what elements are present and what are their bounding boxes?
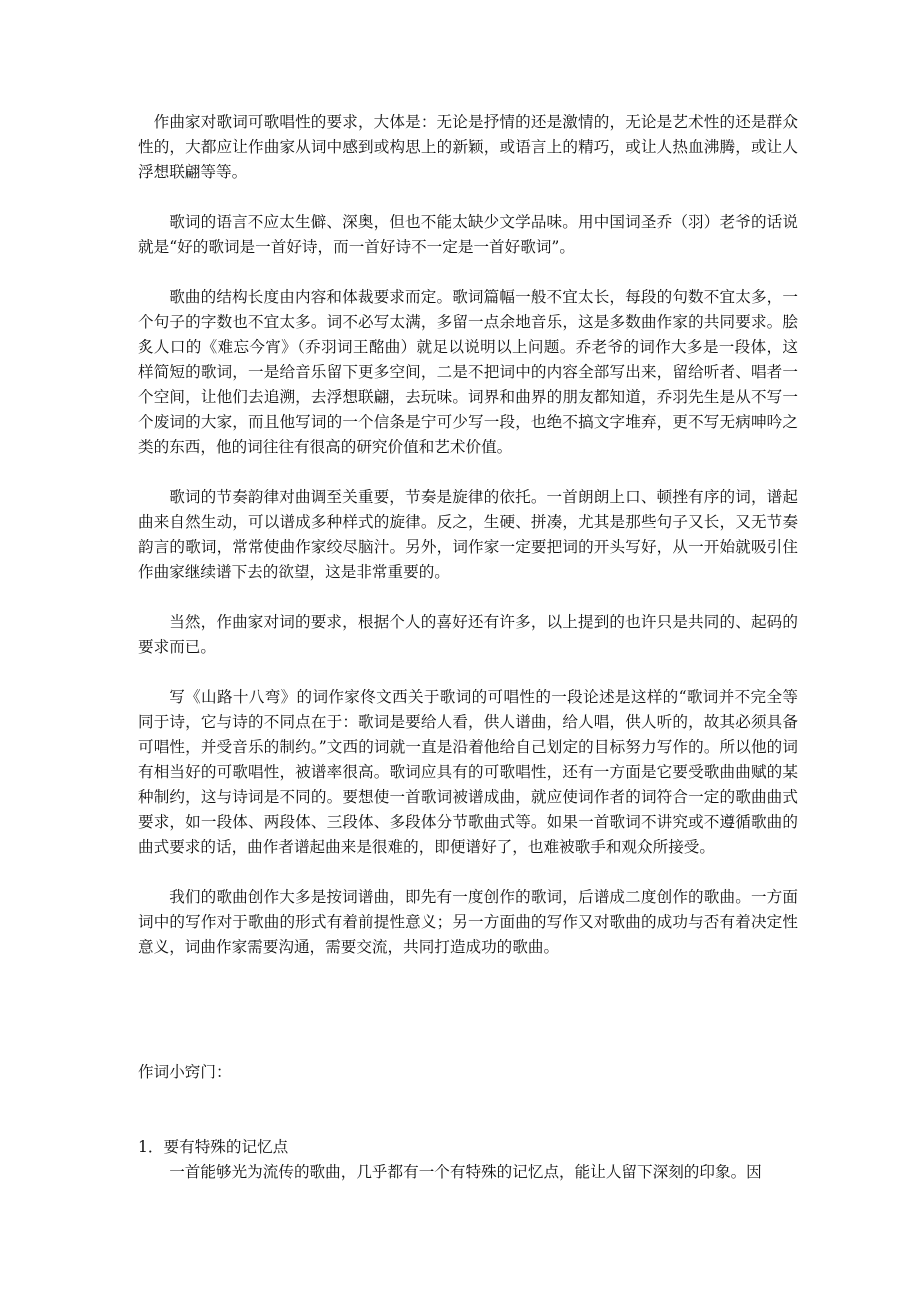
tip-body: 一首能够光为流传的歌曲，几乎都有一个有特殊的记忆点，能让人留下深刻的印象。因: [169, 1163, 762, 1181]
paragraph-5: 当然，作曲家对词的要求，根据个人的喜好还有许多，以上提到的也许只是共同的、起码的要求而已。: [138, 613, 798, 656]
section-heading: 作词小窍门：: [138, 1063, 232, 1081]
paragraph-7: 我们的歌曲创作大多是按词谱曲，即先有一度创作的歌词，后谱成二度创作的歌曲。一方面词中的写作对于歌曲的形式有着前提性意义；另一方面曲的写作又对歌曲的成功与否有着决定性意义，词曲作家需要沟通，需要交流，共同打造成功的歌曲。: [138, 888, 798, 956]
paragraph-6: 写《山路十八弯》的词作家佟文西关于歌词的可唱性的一段论述是这样的“歌词并不完全等同于诗，它与诗的不同点在于：歌词是要给人看，供人谱曲，给人唱，供人听的，故其必须具备可唱性，并受音乐的制约。”文西的词就一直是沿着他给自己划定的目标努力写作的。所以他的词有相当好的可歌唱性，被谱率很高。歌词应具有的可歌唱性，还有一方面是它要受歌曲曲赋的某种制约，这与诗词是不同的。要想使一首歌词被谱成曲，就应使词作者的词符合一定的歌曲曲式要求，如一段体、两段体、三段体、多段体分节歌曲式等。如果一首歌词不讲究或不遵循歌曲的曲式要求的话，曲作者谱起曲来是很难的，即便谱好了，也难被歌手和观众所接受。: [138, 688, 798, 856]
tip-title: 1．要有特殊的记忆点: [138, 1138, 289, 1156]
paragraph-2: 歌词的语言不应太生僻、深奥，但也不能太缺少文学品味。用中国词圣乔（羽）老爷的话说就是“好的歌词是一首好诗，而一首好诗不一定是一首好歌词”。: [138, 213, 798, 256]
paragraph-4: 歌词的节奏韵律对曲调至关重要，节奏是旋律的依托。一首朗朗上口、顿挫有序的词，谱起曲来自然生动，可以谱成多种样式的旋律。反之，生硬、拼凑，尤其是那些句子又长，又无节奏韵言的歌词，常常使曲作家绞尽脑汁。另外，词作家一定要把词的开头写好，从一开始就吸引住作曲家继续谱下去的欲望，这是非常重要的。: [138, 488, 798, 581]
document-page: [138, 110, 798, 1185]
paragraph-1: 作曲家对歌词可歌唱性的要求，大体是：无论是抒情的还是激情的，无论是艺术性的还是群众性的，大都应让作曲家从词中感到或构思上的新颖，或语言上的精巧，或让人热血沸腾，或让人浮想联翩等等。: [138, 113, 798, 181]
paragraph-3: 歌曲的结构长度由内容和体裁要求而定。歌词篇幅一般不宜太长，每段的句数不宜太多，一个句子的字数也不宜太多。词不必写太满，多留一点余地音乐，这是多数曲作家的共同要求。脍炙人口的《难忘今宵》（乔羽词王酩曲）就足以说明以上问题。乔老爷的词作大多是一段体，这样简短的歌词，一是给音乐留下更多空间，二是不把词中的内容全部写出来，留给听者、唱者一个空间，让他们去追溯，去浮想联翩，去玩味。词界和曲界的朋友都知道，乔羽先生是从不写一个废词的大家，而且他写词的一个信条是宁可少写一段，也绝不搞文字堆弃，更不写无病呻吟之类的东西，他的词往往有很高的研究价值和艺术价值。: [138, 288, 798, 456]
